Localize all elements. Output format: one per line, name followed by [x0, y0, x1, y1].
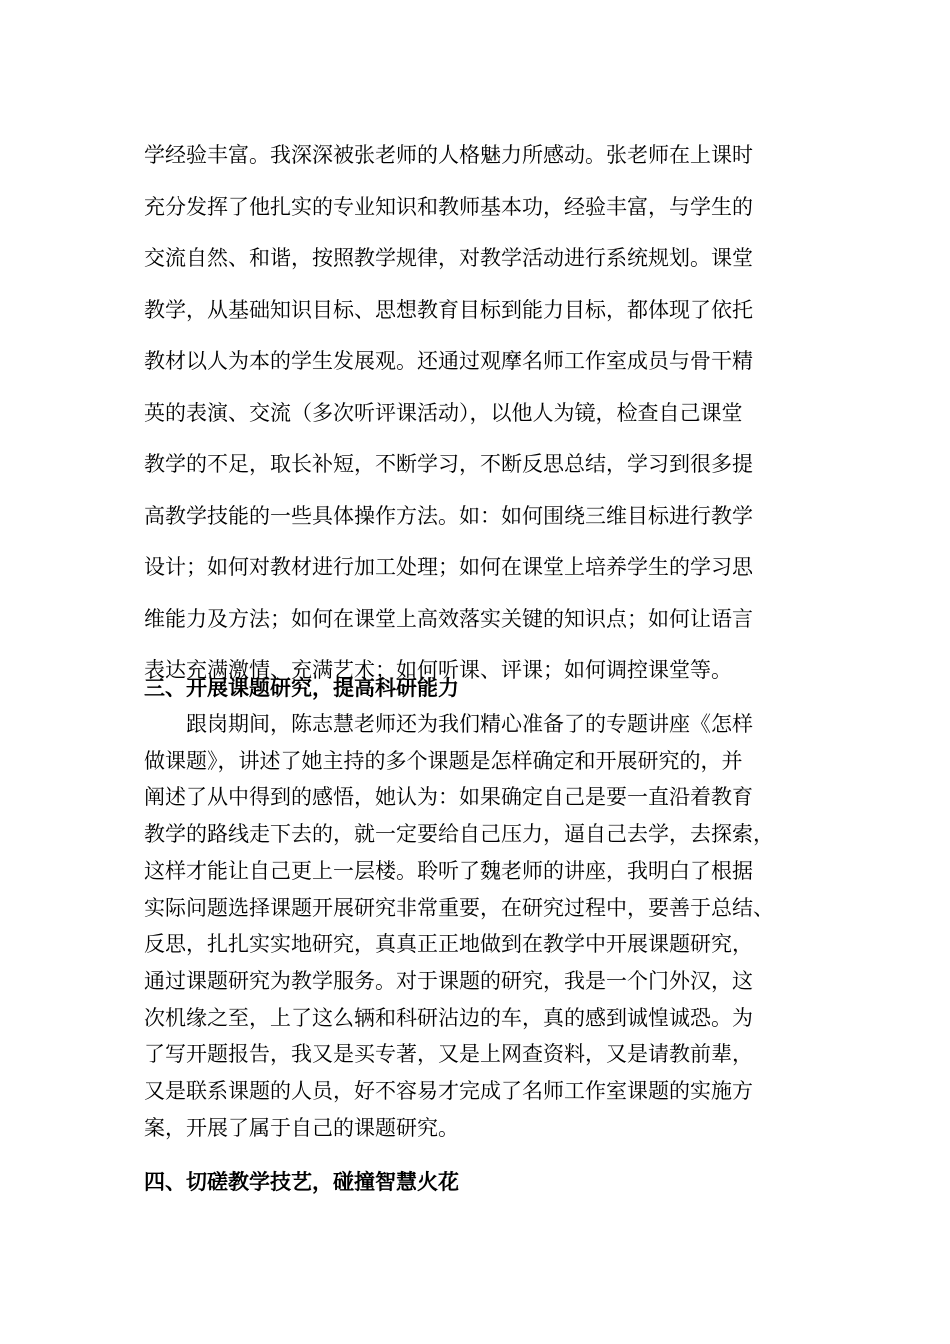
- text-line: 阐述了从中得到的感悟，她认为：如果确定自己是要一直沿着教育: [144, 785, 753, 810]
- text-line: 教学，从基础知识目标、思想教育目标到能力目标，都体现了依托: [144, 297, 753, 322]
- text-line: 设计；如何对教材进行加工处理；如何在课堂上培养学生的学习思: [144, 555, 753, 579]
- text-line: 跟岗期间，陈志慧老师还为我们精心准备了的专题讲座《怎样: [144, 712, 753, 736]
- text-line: 表达充满激情、充满艺术；如何听课、评课；如何调控课堂等。: [144, 658, 732, 682]
- text-line: 维能力及方法；如何在课堂上高效落实关键的知识点；如何让语言: [144, 606, 753, 631]
- heading-section-four: 四、切磋教学技艺，碰撞智慧火花: [144, 1170, 459, 1194]
- text-line: 交流自然、和谐，按照教学规律，对教学活动进行系统规划。课堂: [144, 246, 753, 270]
- text-line: 次机缘之至，上了这么辆和科研沾边的车，真的感到诚惶诚恐。为: [144, 1005, 753, 1030]
- text-line: 反思，扎扎实实地研究，真真正正地做到在教学中开展课题研究，: [144, 932, 753, 957]
- heading-section-three: 三、开展课题研究，提高科研能力: [144, 676, 459, 700]
- text-line: 教学的路线走下去的，就一定要给自己压力，逼自己去学，去探索，: [144, 822, 774, 847]
- text-line: 教材以人为本的学生发展观。还通过观摩名师工作室成员与骨干精: [144, 349, 753, 373]
- text-line: 做课题》，讲述了她主持的多个课题是怎样确定和开展研究的，并: [144, 748, 743, 773]
- text-line: 学经验丰富。我深深被张老师的人格魅力所感动。张老师在上课时: [144, 143, 753, 167]
- text-line: 教学的不足，取长补短，不断学习，不断反思总结，学习到很多提: [144, 452, 753, 476]
- text-line: 实际问题选择课题开展研究非常重要，在研究过程中，要善于总结、: [144, 895, 774, 920]
- text-line: 通过课题研究为教学服务。对于课题的研究，我是一个门外汉，这: [144, 968, 753, 993]
- text-line: 了写开题报告，我又是买专著，又是上网查资料，又是请教前辈，: [144, 1042, 753, 1067]
- text-line: 又是联系课题的人员，好不容易才完成了名师工作室课题的实施方: [144, 1079, 753, 1103]
- text-line: 充分发挥了他扎实的专业知识和教师基本功，经验丰富，与学生的: [144, 194, 753, 219]
- text-line: 高教学技能的一些具体操作方法。如：如何围绕三维目标进行教学: [144, 503, 753, 528]
- text-line: 英的表演、交流（多次听评课活动），以他人为镜，检查自己课堂: [144, 400, 743, 425]
- text-line: 这样才能让自己更上一层楼。聆听了魏老师的讲座，我明白了根据: [144, 858, 753, 883]
- text-line: 案，开展了属于自己的课题研究。: [144, 1115, 459, 1140]
